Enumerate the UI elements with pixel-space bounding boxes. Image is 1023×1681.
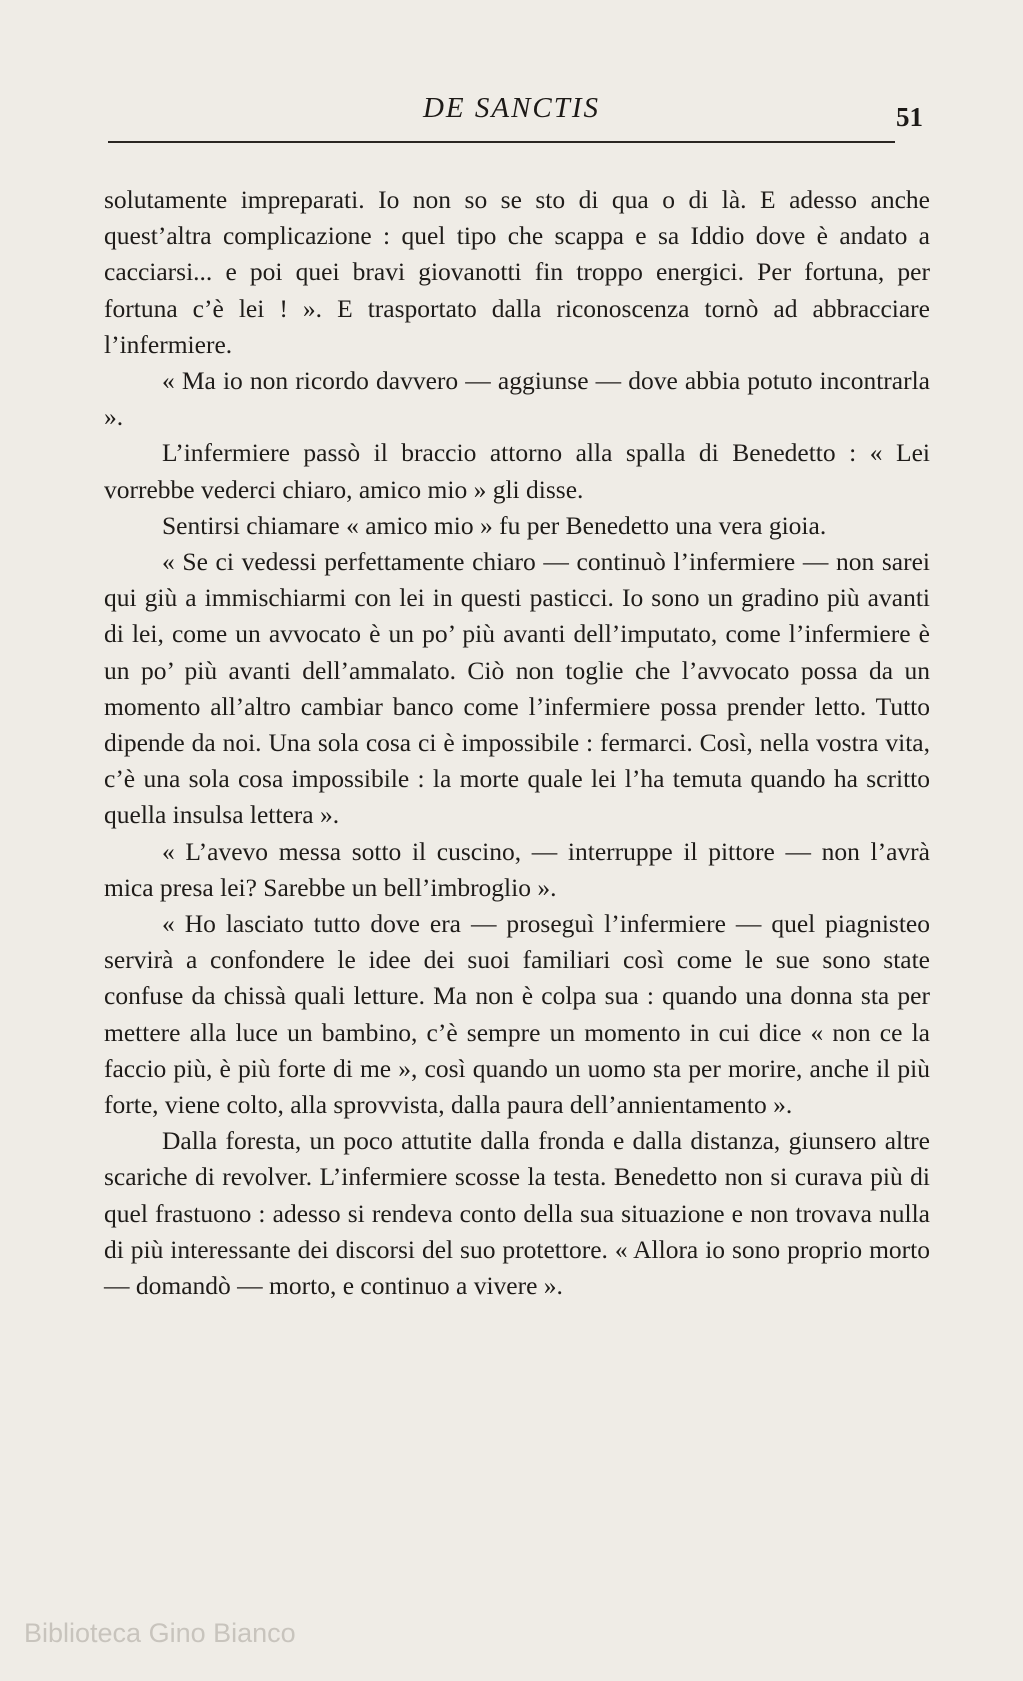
paragraph: Dalla foresta, un poco attutite dalla fronda e dalla distanza, giunsero altre scariche di revolver. L’infermiere scosse la testa. Benedetto non si curava più di quel frastuono : adesso si rendeva conto della sua situazione e non trovava nulla di più interessante dei discorsi del suo protettore. « Allora io sono proprio morto — domandò — morto, e continuo a vivere ». — [104, 1126, 930, 1301]
running-head: DE SANCTIS — [422, 92, 601, 124]
body-text — [104, 182, 930, 1304]
paragraph: solutamente impreparati. Io non so se sto di qua o di là. E adesso anche quest’altra complicazione : quel tipo che scappa e sa Iddio dove è andato a cacciarsi... e poi quei bravi giovanotti fin troppo energici. Per fortuna, per fortuna c’è lei ! ». E trasportato dalla riconoscenza tornò ad abbracciare l’infermiere. — [104, 185, 930, 359]
library-watermark: Biblioteca Gino Bianco — [24, 1618, 296, 1648]
paragraph: « Ma io non ricordo davvero — aggiunse — dove abbia potuto incontrarla ». — [104, 366, 930, 432]
paragraph: Sentirsi chiamare « amico mio » fu per Benedetto una vera gioia. — [162, 510, 827, 540]
header-rule — [108, 141, 895, 143]
paragraph: « Ho lasciato tutto dove era — proseguì l’infermiere — quel piagnisteo servirà a confondere le idee dei suoi familiari così come le sue sono state confuse da chissà quali letture. Ma non è colpa sua : quando una donna sta per mettere alla luce un bambino, c’è sempre un momento in cui dice « non ce la faccio più, è più forte di me », così quando un uomo sta per morire, anche il più forte, viene colto, alla sprovvista, dalla paura dell’annientamento ». — [104, 909, 930, 1120]
paragraph: « Se ci vedessi perfettamente chiaro — continuò l’infermiere — non sarei qui giù a immischiarmi con lei in questi pasticci. Io sono un gradino più avanti di lei, come un avvocato è un po’ più avanti dell’imputato, come l’infermiere è un po’ più avanti dell’ammalato. Ciò non toglie che l’avvocato possa da un momento all’altro cambiar banco come l’infermiere possa prender letto. Tutto dipende da noi. Una sola cosa ci è impossibile : fermarci. Così, nella vostra vita, c’è una sola cosa impossibile : la morte quale lei l’ha temuta quando ha scritto quella insulsa lettera ». — [104, 547, 930, 830]
paragraph: « L’avevo messa sotto il cuscino, — interruppe il pittore — non l’avrà mica presa lei? Sarebbe un bell’imbroglio ». — [104, 836, 930, 902]
page-number: 51 — [896, 102, 923, 132]
paragraph: L’infermiere passò il braccio attorno alla spalla di Benedetto : « Lei vorrebbe vederci chiaro, amico mio » gli disse. — [104, 438, 930, 504]
